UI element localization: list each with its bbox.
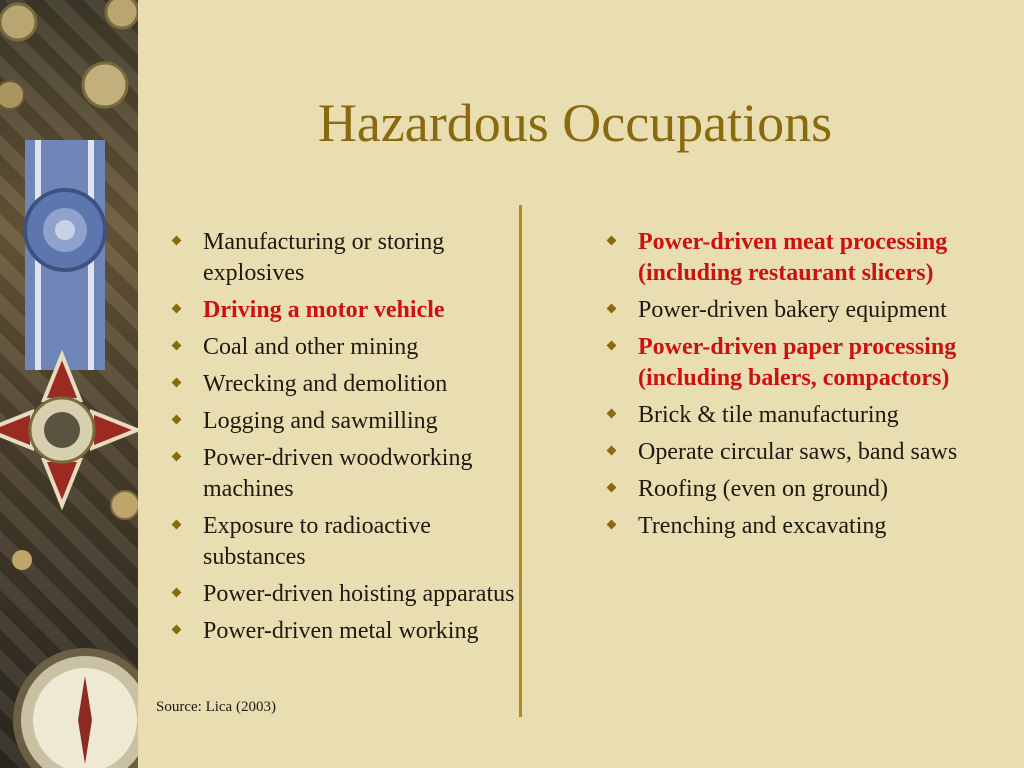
diamond-bullet-icon	[172, 625, 182, 635]
list-item	[601, 474, 1001, 505]
list-item-text: Power-driven bakery equipment	[638, 297, 947, 323]
list-item	[601, 227, 1001, 289]
list-item	[601, 437, 1001, 468]
diamond-bullet-icon	[607, 341, 617, 351]
list-item	[601, 332, 1001, 394]
list-item	[166, 616, 536, 647]
diamond-bullet-icon	[172, 378, 182, 388]
list-item-text: Manufacturing or storing explosives	[203, 229, 445, 286]
list-item	[601, 400, 1001, 431]
diamond-bullet-icon	[172, 341, 182, 351]
list-item-text: Wrecking and demolition	[203, 371, 448, 397]
diamond-bullet-icon	[172, 304, 182, 314]
medal-illustration	[0, 0, 138, 768]
left-bullet-list	[166, 227, 536, 653]
right-bullet-list	[601, 227, 1001, 548]
list-item	[601, 511, 1001, 542]
list-item	[166, 295, 536, 326]
list-item	[166, 227, 536, 289]
diamond-bullet-icon	[607, 483, 617, 493]
list-item-text: Power-driven metal working	[203, 618, 479, 644]
list-item-text: Power-driven woodworking machines	[203, 445, 473, 502]
list-item-text: Logging and sawmilling	[203, 408, 438, 434]
diamond-bullet-icon	[607, 446, 617, 456]
diamond-bullet-icon	[607, 520, 617, 530]
decorative-medal-image	[0, 0, 138, 768]
list-item	[601, 295, 1001, 326]
diamond-bullet-icon	[172, 415, 182, 425]
diamond-bullet-icon	[172, 452, 182, 462]
diamond-bullet-icon	[607, 236, 617, 246]
list-item-text: Power-driven hoisting apparatus	[203, 581, 515, 607]
list-item-text: Brick & tile manufacturing	[638, 402, 899, 428]
diamond-bullet-icon	[607, 304, 617, 314]
list-item-text: Roofing (even on ground)	[638, 476, 888, 502]
list-item-text: Trenching and excavating	[638, 513, 887, 539]
list-item-text: Power-driven paper processing (including balers, compactors)	[638, 334, 957, 391]
source-citation: Source: Lica (2003)	[156, 699, 276, 715]
list-item-text: Coal and other mining	[203, 334, 419, 360]
list-item	[166, 406, 536, 437]
diamond-bullet-icon	[172, 588, 182, 598]
list-item-text: Driving a motor vehicle	[203, 297, 445, 323]
list-item-text: Operate circular saws, band saws	[638, 439, 958, 465]
list-item	[166, 443, 536, 505]
list-item-text: Exposure to radioactive substances	[203, 513, 431, 570]
slide-title: Hazardous Occupations	[317, 93, 833, 153]
list-item	[166, 369, 536, 400]
diamond-bullet-icon	[172, 520, 182, 530]
diamond-bullet-icon	[172, 236, 182, 246]
list-item	[166, 511, 536, 573]
list-item	[166, 579, 536, 610]
list-item	[166, 332, 536, 363]
diamond-bullet-icon	[607, 409, 617, 419]
list-item-text: Power-driven meat processing (including restaurant slicers)	[638, 229, 948, 286]
